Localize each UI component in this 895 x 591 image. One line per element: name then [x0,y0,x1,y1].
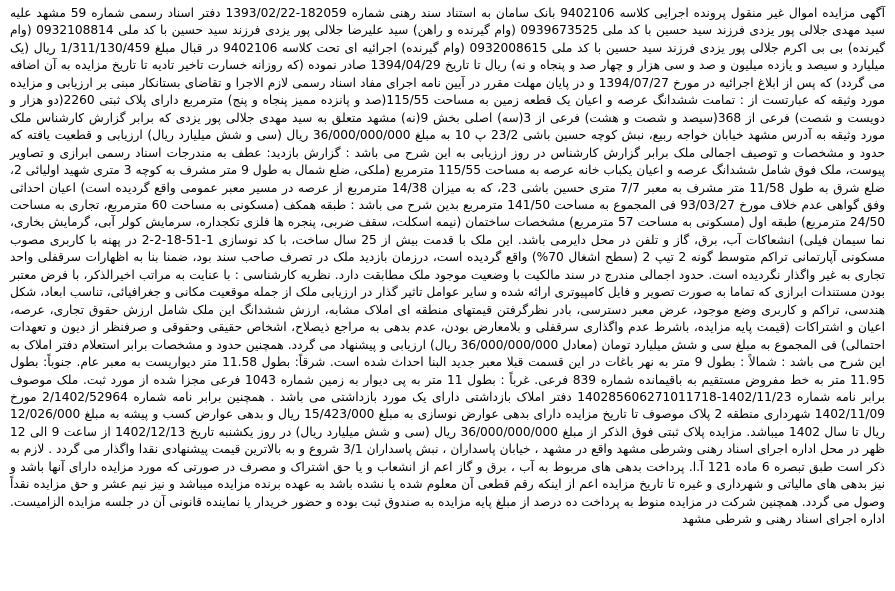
notice-body-text: آگهی مزایده اموال غیر منقول پرونده اجرایی کلاسه 9402106 بانک سامان به استناد سند رهنی شماره 182059-1393/02/22 دفتر اسناد رسمی شماره 59 مشهد علیه سید مهدی جلالی پور یزدی فرزند سید حسین با کد ملی 0939673525 (وام گیرنده و راهن) سید علیرضا جلالی پور یزدی فرزند سید حسین با کد ملی 0932108814 (وام گیرنده) بی بی اکرم جلالی پور یزدی فرزند سید حسین با کد ملی 0932008615 (وام گیرنده) اجرائیه ای تحت کلاسه 9402106 در قبال مبلغ 1/311/130/459 ریال (یک میلیارد و سیصد و یازده میلیون و صد و سی هزار و چهار صد و پنجاه و نه) ریال تا تاریخ 1394/04/29 صادر نموده (که روزانه خسارت تاخیر تادیه تا تاریخ مزایده به آن اضافه می گردد) که پس از ابلاغ اجرائیه در مورخ 1394/07/27 و در پایان مهلت مقرر در آیین نامه اجرای مفاد اسناد رسمی لازم الاجرا و تقاضای بستانکار مبنی بر ارزیابی و مزایده مورد وثیقه که عبارتست از : تمامت ششدانگ عرصه و اعیان یک قطعه زمین به مساحت 115/55(صد و پانزده ممیز پنجاه و پنج) مترمربع دارای پلاک ثبتی 2260(دو هزار و دویست و شصت) فرعی از 368(سیصد و شصت و هشت) فرعی از 3(سه) اصلی بخش 9(نه) مشهد متعلق به سید مهدی جلالی پور یزدی که برابر گزارش کارشناس ملک مورد وثیقه به آدرس مشهد خیابان خواجه ربیع، نبش کوچه حسین باشی 23/2 پ 10 به مبلغ 36/000/000/000 ریال (سی و شش میلیارد ریال) ارزیابی و قطعیت یافته که حدود و مشخصات و توصیف اجمالی ملک برابر گزارش کارشناس در روز ارزیابی به این شرح می باشد : گزارش بازدید: عطف به مندرجات اسناد رسمی ابرازی و تصاویر پیوست، ملک فوق شامل ششدانگ عرصه و اعیان یکباب خانه عرصه به مساحت 115/55 مترمربع (ملکی، ضلع شمال به طول 9 متر مشرف به کوچه 3 متری شهید اولیائی 2، ضلع شرق به طول 11/58 متر مشرف به معبر 7/7 متری حسین باشی 23، که به میزان 14/38 مترمربع از عرصه در مسیر معبر عمومی واقع گردیده است) اعیان احداثی وفق گواهی عدم خلاف مورخ 93/03/27 فی المجموع به مساحت 141/50 مترمربع بدین شرح می باشد : طبقه همکف (مسکونی به مساحت 60 مترمربع، تجاری به مساحت 24/50 مترمربع) طبقه اول (مسکونی به مساحت 57 مترمربع) مشخصات ساختمان (نیمه اسکلت، سقف ضربی، پنجره ها فلزی تکجداره، سرمایش کولر آبی، گرمایش بخاری، نما سیمان فیلی) انشعاکات آب، برق، گاز و تلفن در محل دایرمی باشد. این ملک با قدمت بیش از 25 سال ساخت، با کد نوسازی 1-51-18-2-2 در پهنه با کاربری مصوب مسکونی آپارتمانی تراکم متوسط گونه 2 تیپ 2 (سطح اشغال 70%) واقع گردیده است، درزمان بازدید ملک در تصرف صاحب سند بود، ضمنا بنا به اظهارات سرقفلی واحد تجاری به غیر واگذار نگردیده است. حدود اجمالی مندرج در سند مالکیت با وضعیت موجود ملک مطابقت دارد. نظریه کارشناسی : با عنایت به مراتب اخیرالذکر، با فرض معتبر بودن مستندات ابرازی که تماما به صورت تصویر و فایل کامپیوتری ارائه شده و سایر عوامل تاثیر گذار در ارزیابی ملک از جمله موقعیت مکانی و جغرافیائی، تناسب ابعاد، شکل هندسی، تراکم و کاربری وضع موجود، عرض معبر دسترسی، بادر نظرگرفتن قیمتهای منطقه ای املاک مشابه، ارزش ششدانگ این ملک شامل ارزش حقوق تجاری، عرصه، اعیان و اشتراکات (قیمت پایه مزایده، باشرط عدم واگذاری سرقفلی و بلامعارض بودن، عدم بدهی به مراجع ذیصلاح، اشخاص حقیقی وحقوقی و صرفنظر از دیون و تعهدات احتمالی) فی المجموع به مبلغ سی و شش میلیارد تومان (معادل 36/000/000/000 ریال) ارزیابی و پیشنهاد می گردد. همچنین حدود و مشخصات برابر استعلام دفتر املاک به این شرح می باشد : شمالاً : بطول 9 متر به نهر باغات در این قسمت قبلا معبر جدید البنا احداث شده است. شرقاً: بطول 11.58 متر دیواریست به معبر عام. جنوباً: بطول 11.95 متر به خط مفروض مستقیم به باقیمانده شماره 839 فرعی. غرباً : بطول 11 متر به پی دیوار به زمین شماره 1043 فرعی مجزا شده از مورد ثبت. ملک موصوف برابر نامه شماره 1402/11/23-140285606271011718 دفتر املاک بازداشتی دارای یک مورد بازداشتی می باشد . همچنین برابر نامه شماره 2/1402/52964 مورخ 1402/11/09 شهرداری منطقه 2 پلاک موصوف تا تاریخ مزایده دارای بدهی عوارض نوسازی به مبلغ 15/423/000 ریال و بدهی عوارض کسب و پیشه به مبلغ 12/026/000 ریال تا سال 1402 میباشد. مزایده پلاک ثبتی فوق الذکر از مبلغ 36/000/000/000 ریال (سی و شش میلیارد ریال) در روز یکشنبه تاریخ 1402/12/13 از ساعت 9 الی 12 ظهر در محل اداره اجرای اسناد رهنی وشرطی مشهد واقع در مشهد ، خیابان پاسداران ، نبش پاسداران 3/1 شروع و به بالاترین قیمت پیشنهادی نقدا واگذار می گردد . لازم به ذکر است طبق تبصره 6 ماده 121 آ.ا. پرداخت بدهی های مربوط به آب ، برق و گاز اعم از انشعاب و یا حق اشتراک و مصرف در صورتی که مورد مزایده دارای آنها باشد و نیز بدهی های مالیاتی و شهرداری و غیره تا تاریخ مزایده اعم از اینکه رقم قطعی آن معلوم شده یا نشده باشد به عهده برنده مزایده میباشد و نیز نیم عشر و حق مزایده نقداً وصول می گردد. همچنین شرکت در مزایده منوط به پرداخت ده درصد از مبلغ پایه مزایده به صندوق ثبت بوده و حضور خریدار یا نماینده قانونی آن در جلسه مزایده الزامیست. اداره اجرای اسناد رهنی و شرطی مشهد [10,6,886,527]
